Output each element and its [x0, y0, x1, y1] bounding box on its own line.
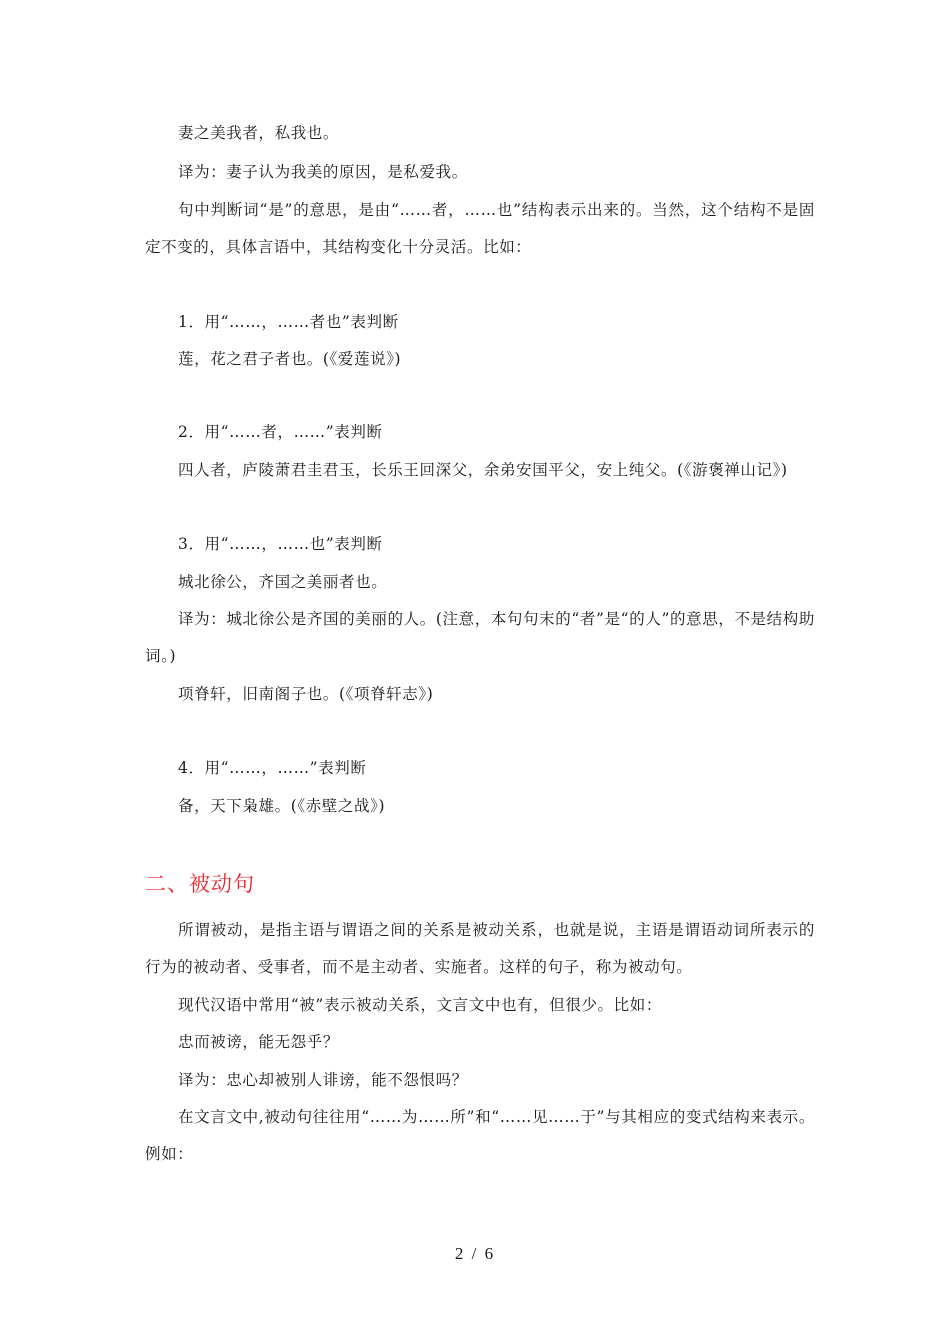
paragraph-classical-structures: 在文言文中,被动句往往用“……为……所”和“……见……于”与其相应的变式结构来表示。例如：: [145, 1108, 815, 1163]
list-item-title-1: 1．用“……，……者也”表判断: [178, 313, 399, 331]
paragraph-definition: 所谓被动，是指主语与谓语之间的关系是被动关系，也就是说，主语是谓语动词所表示的行为的被动者、受事者，而不是主动者、实施者。这样的句子，称为被动句。: [145, 921, 815, 976]
list-item-example-4: 备，天下枭雄。(《赤壁之战》): [178, 797, 386, 815]
list-item-title-2: 2．用“……者，……”表判断: [178, 423, 383, 441]
list-item-example-3: 城北徐公，齐国之美丽者也。: [178, 573, 388, 591]
list-item-title-4: 4．用“……，……”表判断: [178, 759, 367, 777]
paragraph-quote: 妻之美我者，私我也。: [178, 124, 340, 142]
page-number: 2 / 6: [454, 1244, 496, 1263]
list-item-example-2: 四人者，庐陵萧君圭君玉，长乐王回深父，余弟安国平父，安上纯父。(《游褒禅山记》): [178, 461, 788, 479]
list-item-example-3b: 项脊轩，旧南阁子也。(《项脊轩志》): [178, 685, 434, 703]
paragraph-explanation: 句中判断词“是”的意思，是由“……者，……也”结构表示出来的。当然，这个结构不是固定不变的，具体言语中，其结构变化十分灵活。比如：: [145, 201, 815, 256]
paragraph-modern-usage: 现代汉语中常用“被”表示被动关系，文言文中也有，但很少。比如：: [178, 996, 662, 1014]
list-item-example-1: 莲，花之君子者也。(《爱莲说》): [178, 350, 402, 368]
section-heading: 二、被动句: [145, 872, 255, 896]
list-item-translation-3: 译为：城北徐公是齐国的美丽的人。(注意，本句句末的“者”是“的人”的意思，不是结构助词。): [145, 610, 815, 665]
list-item-title-3: 3．用“……，……也”表判断: [178, 535, 383, 553]
paragraph-example: 忠而被谤，能无怨乎？: [178, 1033, 340, 1051]
paragraph-example-translation: 译为：忠心却被别人诽谤，能不怨恨吗？: [178, 1071, 468, 1089]
paragraph-translation: 译为：妻子认为我美的原因，是私爱我。: [178, 163, 468, 181]
